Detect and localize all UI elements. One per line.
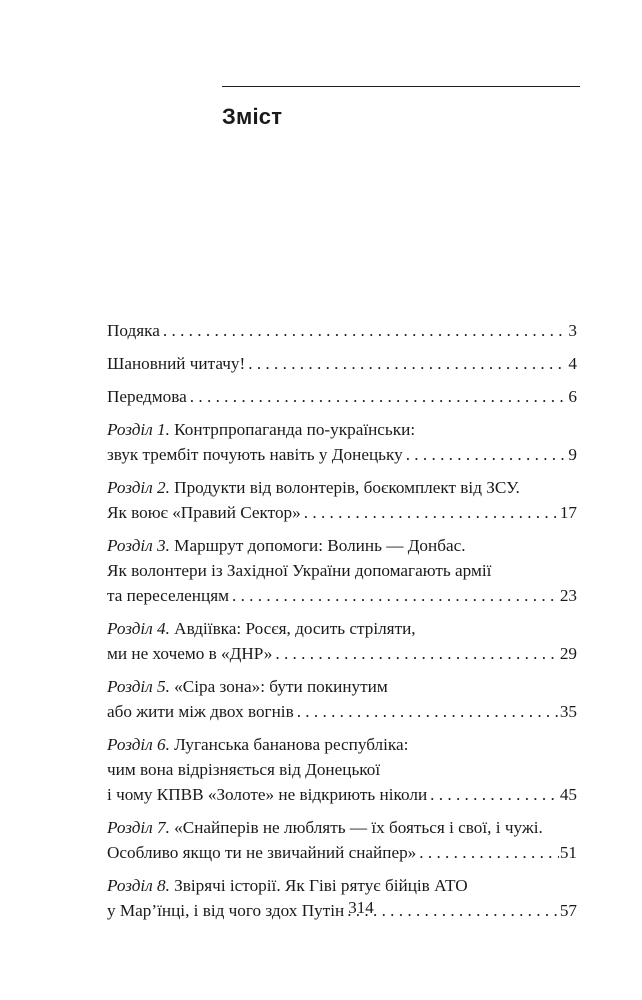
toc-line	[107, 384, 577, 409]
page-title: Зміст	[222, 104, 283, 129]
toc-entry-title: Звірячі історії. Як Гіві рятує бійців АТО	[169, 876, 468, 895]
toc-line	[107, 583, 577, 608]
toc-entry-dear-reader[interactable]	[107, 351, 577, 376]
toc-entry-acknowledgements[interactable]	[107, 318, 577, 343]
toc-entry-chapter-1[interactable]	[107, 417, 577, 467]
toc-leader-dots	[406, 442, 568, 467]
chapter-prefix: Розділ 2.	[107, 478, 170, 497]
chapter-prefix: Розділ 5.	[107, 677, 170, 696]
toc-leader-dots	[297, 699, 559, 724]
toc-line	[107, 533, 577, 558]
toc-entry-title: Маршрут допомоги: Волинь — Донбас.	[169, 536, 466, 555]
toc-line	[107, 558, 577, 583]
chapter-prefix: Розділ 3.	[107, 536, 170, 555]
toc-entry-title: «Сіра зона»: бути покинутим	[169, 677, 388, 696]
toc-entry-title: Луганська банановa республіка:	[169, 735, 409, 754]
toc-entry-chapter-5[interactable]	[107, 674, 577, 724]
toc-entry-title-cont: звук трембіт почують навіть у Донецьку	[107, 445, 403, 464]
toc-entry-title: Контрпропаганда по-українськи:	[169, 420, 416, 439]
toc-entry-title-cont: Особливо якщо ти не звичайний снайпер»	[107, 843, 417, 862]
toc-line	[107, 351, 577, 376]
toc-leader-dots	[419, 840, 559, 865]
chapter-prefix: Розділ 8.	[107, 876, 170, 895]
toc-line	[107, 475, 577, 500]
toc-page-number: 17	[559, 503, 577, 522]
toc-entry-title-cont: або жити між двох вогнів	[107, 702, 294, 721]
toc-leader-dots	[232, 583, 559, 608]
toc-line	[107, 442, 577, 467]
toc-entry-title-cont: у Мар’їнці, і від чого здох Путін	[107, 901, 345, 920]
header-rule	[222, 86, 580, 87]
toc-entry-chapter-2[interactable]	[107, 475, 577, 525]
toc-line	[107, 699, 577, 724]
toc-entry-title: Авдіївка: Росєя, досить стріляти,	[169, 619, 416, 638]
toc-entry-title: Передмова	[107, 387, 187, 406]
toc-line	[107, 641, 577, 666]
toc-page-number: 23	[559, 586, 577, 605]
toc-leader-dots	[304, 500, 559, 525]
chapter-prefix: Розділ 1.	[107, 420, 170, 439]
toc-entry-title-cont: ми не хочемо в «ДНР»	[107, 644, 273, 663]
toc-entry-title-cont: Як воює «Правий Сектор»	[107, 503, 301, 522]
toc-entry-chapter-4[interactable]	[107, 616, 577, 666]
toc-page-number: 6	[568, 387, 577, 406]
toc-line	[107, 318, 577, 343]
toc-entry-chapter-6[interactable]	[107, 732, 577, 807]
toc-page-number: 57	[559, 901, 577, 920]
toc-line	[107, 840, 577, 865]
toc-line	[107, 500, 577, 525]
toc-line	[107, 732, 577, 757]
toc-page-number: 3	[568, 321, 577, 340]
toc-entry-title-cont: чим вона відрізняється від Донецької	[107, 760, 381, 779]
toc-entry-title-cont: і чому КПВВ «Золоте» не відкриють ніколи	[107, 785, 428, 804]
toc-page-number: 35	[559, 702, 577, 721]
toc-line	[107, 815, 577, 840]
toc-leader-dots	[163, 318, 568, 343]
chapter-prefix: Розділ 4.	[107, 619, 170, 638]
toc-line	[107, 417, 577, 442]
toc-entry-title: Подяка	[107, 321, 160, 340]
toc-leader-dots	[248, 351, 567, 376]
chapter-prefix: Розділ 6.	[107, 735, 170, 754]
toc-leader-dots	[190, 384, 568, 409]
toc-line	[107, 616, 577, 641]
toc-page-number: 51	[559, 843, 577, 862]
toc-page-number: 4	[568, 354, 577, 373]
page-number: 314	[348, 898, 374, 917]
toc-page-number: 9	[568, 445, 577, 464]
toc-line	[107, 782, 577, 807]
toc-entry-title: «Снайперів не люблять — їх бояться і свої, і чужі.	[169, 818, 543, 837]
toc-entry-title: Шановний читачу!	[107, 354, 246, 373]
toc-leader-dots	[275, 641, 558, 666]
toc-entry-chapter-7[interactable]	[107, 815, 577, 865]
toc-entry-title-cont: та переселенцям	[107, 586, 229, 605]
toc-leader-dots	[430, 782, 559, 807]
toc-page-number: 29	[559, 644, 577, 663]
toc-line	[107, 873, 577, 898]
toc-page-number: 45	[559, 785, 577, 804]
toc-entry-foreword[interactable]	[107, 384, 577, 409]
toc-entry-title-cont: Як волонтери із Західної України допомагають армії	[107, 561, 492, 580]
toc-entry-chapter-3[interactable]	[107, 533, 577, 608]
table-of-contents	[107, 318, 577, 931]
toc-line	[107, 757, 577, 782]
chapter-prefix: Розділ 7.	[107, 818, 170, 837]
toc-line	[107, 674, 577, 699]
toc-entry-title: Продукти від волонтерів, боєкомплект від ЗСУ.	[169, 478, 520, 497]
